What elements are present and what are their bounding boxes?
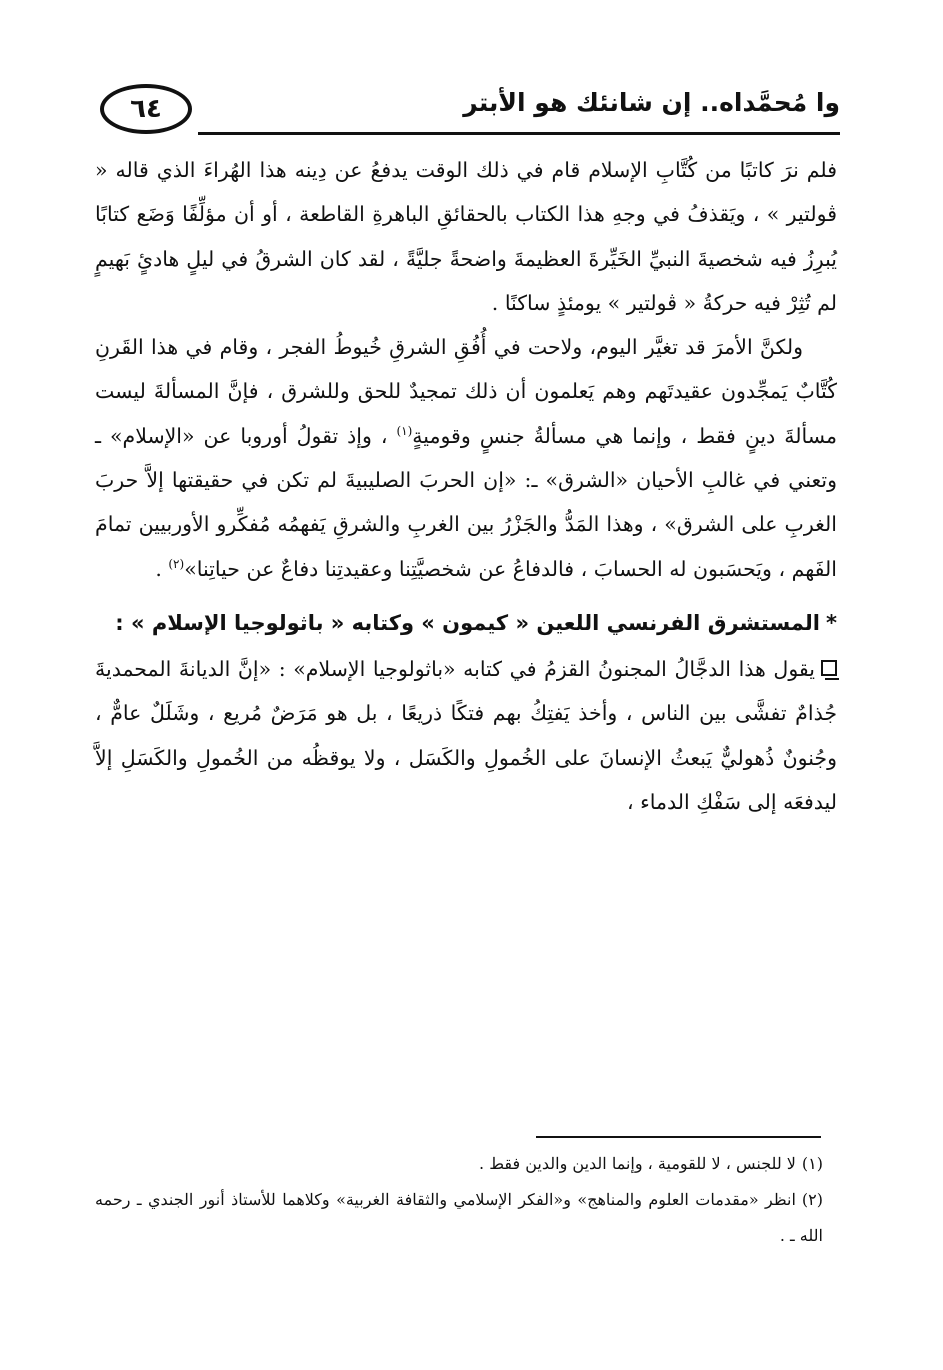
footnote-ref-2[interactable]: (٢) — [168, 556, 185, 571]
footnote-1-text: لا للجنس ، لا للقومية ، وإنما الدين والدين فقط . — [479, 1154, 796, 1173]
paragraph-2-end: . — [155, 556, 169, 581]
footnote-2-number: (٢) — [801, 1190, 824, 1209]
paragraph-2 — [95, 325, 837, 591]
paragraph-3 — [95, 647, 837, 824]
star-marker: * — [826, 610, 837, 635]
main-text — [95, 148, 837, 824]
paragraph-3-text: يقول هذا الدجَّالُ المجنونُ القزمُ في كتابه «باثولوجيا الإسلام» : «إنَّ الديانةَ المحمديةَ جُذامٌ تفشَّى بين الناس ، وأخذ يَفتِكُ بهم فتكًا ذريعًا ، بل هو مَرَضٌ مُريع ، وشَلَلٌ عامٌّ ، وجُنونٌ ذُهوليٌّ يَبعثُ الإنسانَ على الخُمولِ والكَسَل ، ولا يوقظُه من الخُمولِ والكَسَلِ إلاَّ ليدفعَه إلى سَفْكِ الدماء ، — [95, 656, 837, 814]
section-heading-text: المستشرق الفرنسي اللعين « كيمون » وكتابه « باثولوجيا الإسلام » : — [115, 610, 821, 635]
footnotes — [95, 1146, 823, 1254]
header-rule — [198, 132, 840, 135]
footnote-1 — [95, 1146, 823, 1182]
paragraph-1: فلم نرَ كاتبًا من كُتَّابِ الإسلام قام في ذلك الوقت يدفعُ عن دِينه هذا الهُراءَ الذي قاله « ڤولتير » ، ويَقذفُ في وجهِ هذا الكتاب بالحقائقِ الباهرةِ القاطعة ، أو أن مؤلِّفًا وَضَع كتابًا يُبرِزُ فيه شخصيةَ النبيِّ الخَيِّرةَ العظيمةَ واضحةً جليَّةً ، لقد كان الشرقُ في ليلٍ هادئٍ بَهيمٍ لم تُثِرْ فيه حركةُ « ڤولتير » يومئذٍ ساكنًا . — [95, 158, 837, 315]
footnote-2-text: انظر «مقدمات العلوم والمناهج» و«الفكر الإسلامي والثقافة الغربية» وكلاهما للأستاذ أنور الجندي ـ رحمه الله ـ . — [95, 1190, 823, 1245]
section-heading — [95, 601, 837, 645]
running-header — [90, 68, 840, 138]
footnote-2 — [95, 1182, 823, 1254]
paragraph-2-text-b: ، وإذ تقولُ أوروبا عن «الإسلام» ـ وتعني في غالبِ الأحيان «الشرق» ـ: «إن الحربَ الصليبيةَ لم تكن في حقيقتها إلاَّ حربَ الغربِ على الشرق» ، وهذا المَدُّ والجَزْرُ بين الغربِ والشرقِ يَفهمُه مُفكِّرو الأوربيين تمامَ الفَهم ، ويَحسَبون له الحسابَ ، فالدفاعُ عن شخصيَّتِنا وعقيدتِنا دفاعٌ عن حياتِنا» — [95, 423, 837, 581]
footnote-1-number: (١) — [801, 1154, 823, 1173]
box-bullet-icon — [821, 660, 837, 676]
footnote-ref-1[interactable]: (١) — [396, 423, 413, 438]
footnote-rule — [536, 1136, 821, 1138]
running-title: وا مُحمَّداه.. إن شانئك هو الأبتر — [463, 88, 840, 117]
paragraph-2-text: ولكنَّ الأمرَ قد تغيَّر اليوم، ولاحت في أُفُقِ الشرقِ خُيوطُ الفجر ، وقام في هذا القَرنِ كُتَّابٌ يَمجِّدون عقيدتَهم وهم يَعلمون أن ذلك تمجيدٌ للحق وللشرق ، فإنَّ المسألةَ ليست مسألةَ دينٍ فقط ، وإنما هي مسألةُ جنسٍ وقوميةٍ — [95, 335, 837, 448]
page-number: ٦٤ — [130, 94, 162, 124]
page-number-oval — [100, 84, 192, 134]
